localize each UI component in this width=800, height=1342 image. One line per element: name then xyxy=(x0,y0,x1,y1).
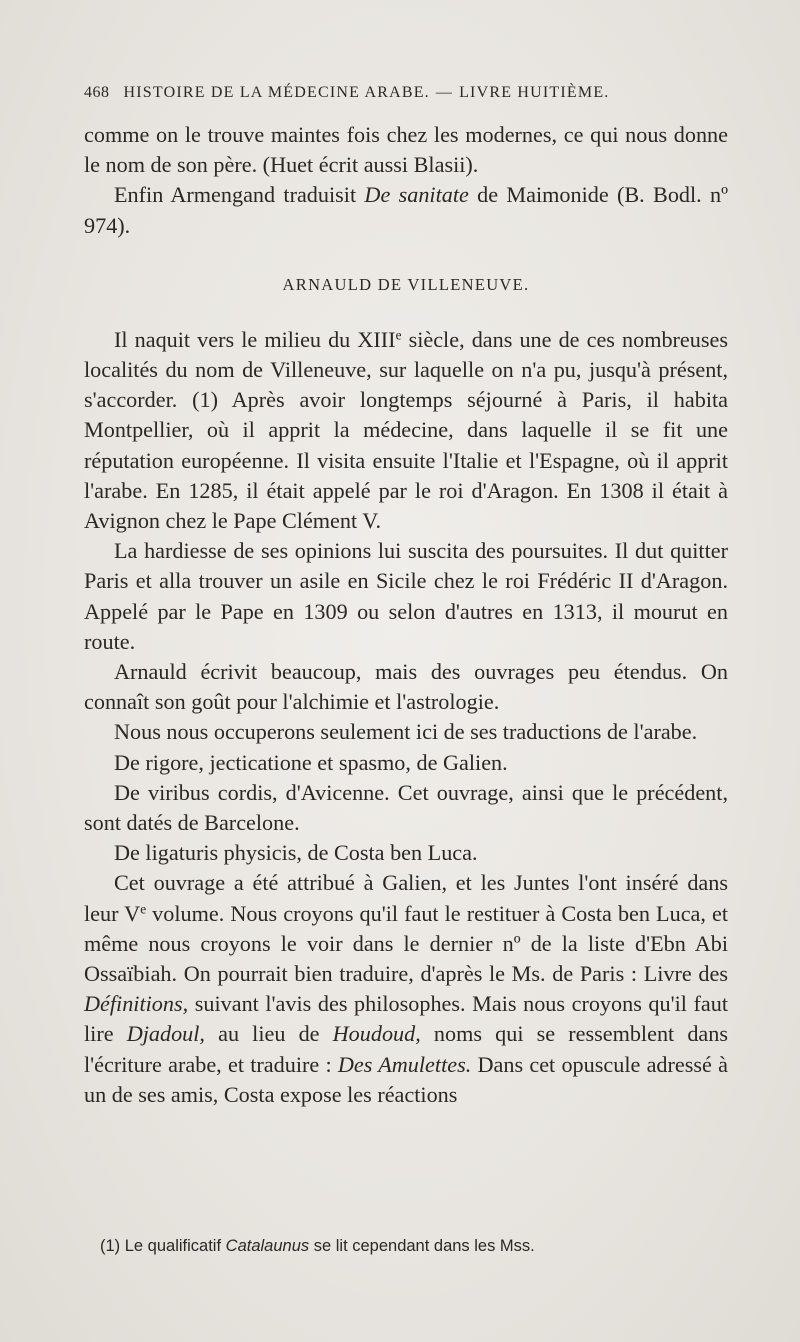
footnote-italic: Catalaunus xyxy=(225,1237,310,1255)
italic-term: Houdoud, xyxy=(332,1021,421,1047)
paragraph-de-viribus: De viribus cordis, d'Avicenne. Cet ouvrage, ainsi que le précédent, sont datés de Barcelone. xyxy=(84,779,728,836)
footnote-text: se lit cependant dans les Mss. xyxy=(309,1237,535,1255)
paragraph-text: siècle, dans une de ces nombreuses localités du nom de Villeneuve, sur laquelle on n'a pu, jusqu'à présent, s'accorder. (1) Après avoir longtemps séjourné à Paris, il habita Montpellier, où il apprit la médecine, dans laquelle il se fit une réputation européenne. Il visita ensuite l'Italie et l'Espagne, où il apprit l'arabe. En 1285, il était appelé par le roi d'Aragon. En 1308 il était à Avignon chez le Pape Clément V. xyxy=(84,326,728,534)
paragraph-costa xyxy=(84,868,728,1110)
paragraph-writings: Arnauld écrivit beaucoup, mais des ouvrages peu étendus. On connaît son goût pour l'alchimie et l'astrologie. xyxy=(84,659,728,715)
paragraph-text: Cet ouvrage a été attribué à Galien, et les Juntes l'ont inséré dans leur V xyxy=(84,870,728,926)
superscript: e xyxy=(140,901,147,917)
paragraph-text: Dans cet opuscule adressé à un de ses amis, Costa expose les réactions xyxy=(84,1051,728,1107)
paragraph-biography xyxy=(84,325,728,536)
paragraph-text: de Maimonide (B. Bodl. nº 974). xyxy=(84,182,728,238)
paragraph-text: au lieu de xyxy=(204,1021,333,1047)
header-dash: — xyxy=(435,84,454,101)
paragraph-de-ligaturis: De ligaturis physicis, de Costa ben Luca. xyxy=(114,840,478,866)
paragraph-armengand xyxy=(84,180,728,240)
italic-term: Djadoul, xyxy=(126,1021,205,1047)
superscript: e xyxy=(395,327,402,343)
page-body xyxy=(84,120,728,1110)
paragraph-continued: comme on le trouve maintes fois chez les modernes, ce qui nous donne le nom de son père. (Huet écrit aussi Blasii). xyxy=(84,122,728,178)
paragraph-translations: Nous nous occuperons seulement ici de ses traductions de l'arabe. xyxy=(114,719,698,745)
paragraph-text: volume. Nous croyons qu'il faut le restituer à Costa ben Luca, et même nous croyons le voir dans le dernier nº de la liste d'Ebn Abi Ossaïbiah. On pourrait bien traduire, d'après le Ms. de Paris : Livre des xyxy=(84,900,729,987)
paragraph-text: suivant l'avis des philosophes. Mais nous croyons qu'il faut lire xyxy=(84,991,728,1047)
footnote xyxy=(100,1235,740,1257)
paragraph-persecution: La hardiesse de ses opinions lui suscita des poursuites. Il dut quitter Paris et alla trouver un asile en Sicile chez le roi Frédéric II d'Aragon. Appelé par le Pape en 1309 ou selon d'autres en 1313, il mourut en route. xyxy=(84,538,728,654)
italic-term: Définitions, xyxy=(84,991,189,1017)
italic-term: Des Amulettes. xyxy=(337,1051,472,1077)
paragraph-text: Il naquit vers le milieu du XIII xyxy=(114,326,396,352)
paragraph-de-rigore: De rigore, jecticatione et spasmo, de Galien. xyxy=(114,749,508,775)
paragraph-text: Enfin Armengand traduisit xyxy=(114,182,365,208)
work-title: De sanitate xyxy=(364,182,469,208)
header-title: HISTOIRE DE LA MÉDECINE ARABE. xyxy=(123,84,430,101)
page-number: 468 xyxy=(84,84,110,101)
paragraph-text: noms qui se ressemblent dans l'écriture arabe, et traduire : xyxy=(84,1021,728,1077)
footnote-text: (1) Le qualificatif xyxy=(100,1237,226,1255)
section-heading: ARNAULD DE VILLENEUVE. xyxy=(282,274,530,294)
running-header xyxy=(84,84,724,102)
header-book: LIVRE HUITIÈME. xyxy=(459,84,610,101)
